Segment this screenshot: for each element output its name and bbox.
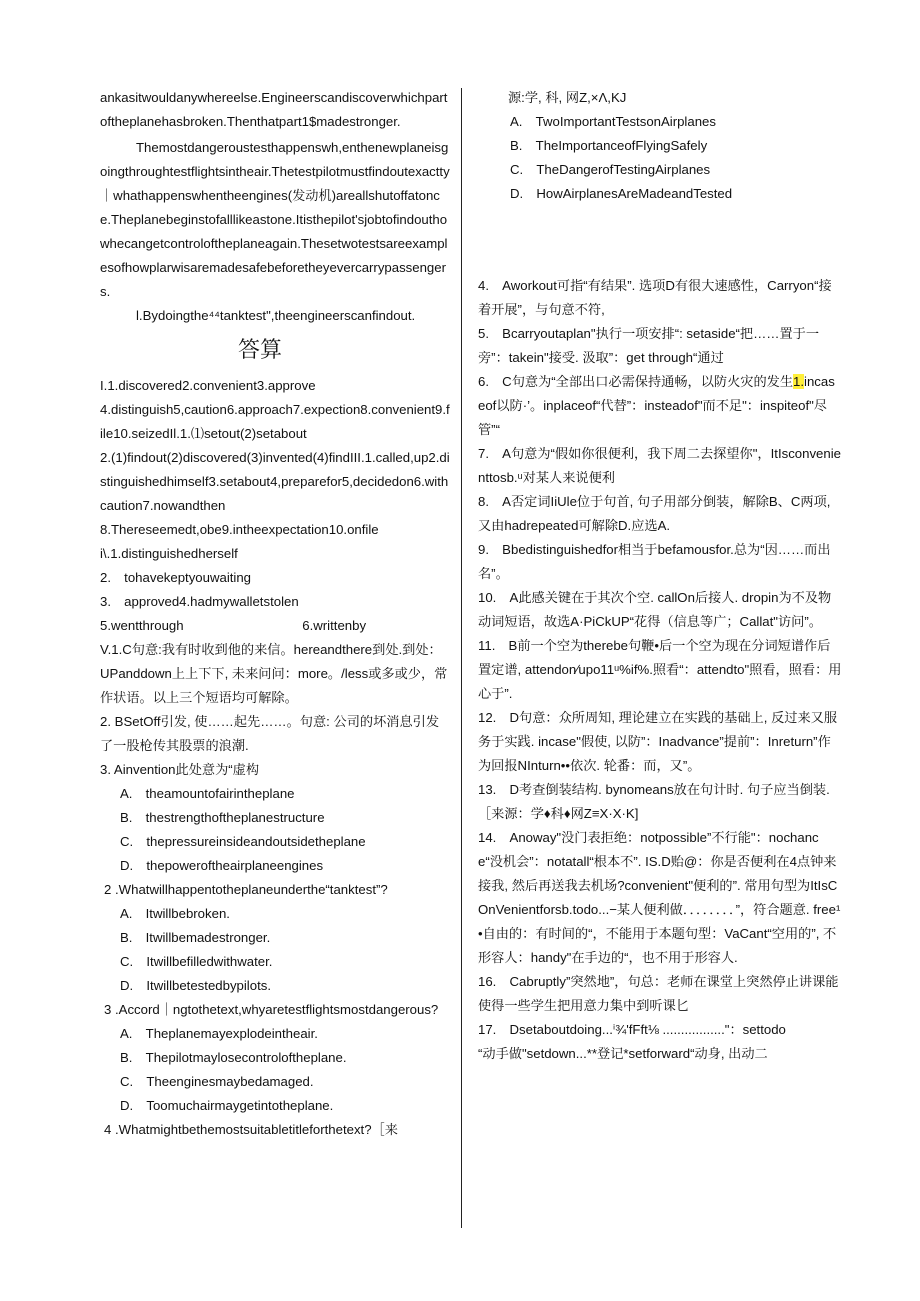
q2-option-c: C. Itwillbefilledwithwater.	[120, 954, 273, 969]
explanation-6-part-2: incaseof以防·’。inplaceof“代替”：insteadof"而不足"：inspiteof"尽管”“	[478, 374, 835, 437]
answer-line-4: 8.Thereseemedt,obe9.intheexpectation10.onfile	[100, 522, 379, 537]
answer-line-7: 3. approved4.hadmywalletstolen	[100, 594, 299, 609]
explanation-5: 5. Bcarryoutaplan"执行一项安排“: setaside“把……置于一旁”：takein"接受. 汲取”：get through“通过	[478, 326, 820, 365]
q1-option-c: C. thepressureinsideandoutsidetheplane	[120, 834, 366, 849]
answer-line-9: V.1.C句意:我有时收到他的来信。hereandthere到处.到处：UPanddown上上下下, 未来问问：more。/less或多或少，常作状语。以上三个短语均可解除。	[100, 642, 448, 705]
q3-option-c: C. Theenginesmaybedamaged.	[120, 1074, 314, 1089]
q2-option-d: D. Itwillbetestedbypilots.	[120, 978, 271, 993]
q1-option-b: B. thestrengthoftheplanestructure	[120, 810, 325, 825]
q3-option-b: B. Thepilotmaylosecontroloftheplane.	[120, 1050, 347, 1065]
explanation-7: 7. A句意为“假如你很便利，我下周二去探望你"，ItIsconvenienttosb.ᵘ对某人来说便利	[478, 446, 841, 485]
source-note: 源:学, 科, 网Z,×Λ,KJ	[508, 90, 627, 105]
question-4: 4 .Whatmightbethemostsuitabletitleforthetext?［来	[104, 1122, 398, 1137]
explanation-9: 9. Bbedistinguishedfor相当于befamousfor.总为“因……而出名”。	[478, 542, 831, 581]
explanation-4: 4. Aworkout可指“有结果”. 选项D有很大速感性，Carryon“接着开展”，与句意不符,	[478, 278, 832, 317]
passage-paragraph-2: Themostdangeroustesthappenswh,enthenewplaneisgoingthroughtestflightsintheair.Thetestpilotmustfindoutexactty｜whathappenswhentheengines(发动机)areallshutoffatonce.Theplanebeginstofalllikeastone.Itisthepilot'sjobtofindouthowhecangetcontroloftheplaneagain.Thesetwotestsareexamplesofhowplarwisaremadesafebeforetheyevercarrypassengers.	[100, 140, 450, 299]
explanation-17-continued: “动手做"setdown...**登记*setforward“动身, 出动二	[478, 1046, 768, 1061]
answer-line-8: 5.wentthrough 6.writtenby	[100, 618, 367, 633]
question-2: 2 .Whatwillhappentotheplaneunderthe“tanktest”?	[104, 882, 388, 897]
highlighted-mark: 1.	[793, 374, 805, 389]
q4-option-b: B. TheImportanceofFlyingSafely	[510, 138, 708, 153]
question-1: l.Bydoingthe⁴⁴tanktest",theengineerscanfindout.	[136, 308, 416, 323]
answer-line-10: 2. BSetOff引发, 使……起先……。句意: 公司的坏消息引发了一股枪传其股票的浪潮.	[100, 714, 440, 753]
q1-option-a: A. theamountofairintheplane	[120, 786, 295, 801]
explanation-16: 16. Cabruptly”突然地”，句总：老师在课堂上突然停止讲课能使得一些学生把用意力集中到听课匕	[478, 974, 839, 1013]
column-divider	[461, 88, 462, 1228]
answer-heading: 答算	[237, 338, 282, 363]
explanation-8: 8. A否定词IiUle位于句首, 句子用部分倒装，解除B、C两项, 又由hadrepeated可解除D.应选A.	[478, 494, 831, 533]
q2-option-a: A. Itwillbebroken.	[120, 906, 230, 921]
explanation-6	[478, 370, 842, 442]
explanation-10: 10. A此感关键在于其次个空. callOn后接人. dropin为不及物动词短语，故选A·PiCkUP“花得（信息等广；Callat"访问”。	[478, 590, 832, 629]
answer-line-2: 4.distinguish5,caution6.approach7.expection8.convenient9.file10.seizedIl.1.⑴setout(2)setabout	[100, 402, 450, 441]
answer-line-1: I.1.discovered2.convenient3.approve	[100, 378, 316, 393]
question-3: 3 .Accord｜ngtothetext,whyaretestflightsmostdangerous?	[104, 1002, 439, 1017]
explanation-17: 17. Dsetaboutdoing...ⁱ¾'fFft⅛ ................."：settodo	[478, 1022, 786, 1037]
q3-option-a: A. Theplanemayexplodeintheair.	[120, 1026, 318, 1041]
q4-option-a: A. TwoImportantTestsonAirplanes	[510, 114, 716, 129]
q4-option-c: C. TheDangerofTestingAirplanes	[510, 162, 711, 177]
explanation-14-15: 14. Anoway"没门表拒绝：notpossible”不行能"：nochance“没机会”：notatall“根本不”. IS.D贻@：你是否便利在4点钟来接我, 然后再送我去机场?convenient"便利的”. 常用句型为ItIsCOnVenientforsb.todo...−某人便利做．．．．．．．．”，符合题意. free¹•自由的：有时间的“，不能用于本题句型：VaCant“空用的”, 不形容人：handy"在手边的“，也不用于形容人.	[478, 830, 841, 965]
q2-option-b: B. Itwillbemadestronger.	[120, 930, 271, 945]
right-column	[478, 86, 842, 1066]
explanation-6-part-1: 6. C句意为“全部出口必需保持通畅，以防火灾的发生	[478, 374, 794, 389]
q4-option-d: D. HowAirplanesAreMadeandTested	[510, 186, 733, 201]
answer-line-6: 2. tohavekeptyouwaiting	[100, 570, 252, 585]
explanation-12: 12. D句意：众所周知, 理论建立在实践的基础上, 反过来又服务于实践. incase"假使, 以防”：Inadvance”提前”：Inreturn”作为回报NInturn••依次. 轮番：而，又”。	[478, 710, 838, 773]
passage-paragraph-1: ankasitwouldanywhereelse.Engineerscandiscoverwhichpartoftheplanehasbroken.Thenthatpart1$madestronger.	[100, 90, 448, 129]
answer-line-5: i\.1.distinguishedherself	[100, 546, 238, 561]
q3-option-d: D. Toomuchairmaygetintotheplane.	[120, 1098, 334, 1113]
explanation-13: 13. D考查倒装结构. bynomeans放在句计时. 句子应当倒装.［来源：学♦科♦网Z≡X·X·K]	[478, 782, 830, 821]
answer-line-3: 2.(1)findout(2)discovered(3)invented(4)findIII.1.called,up2.distinguishedhimself3.setabout4,preparefor5,decidedon6.withcaution7.nowandthen	[100, 450, 450, 513]
left-column	[100, 86, 450, 1142]
explanation-11: 11. B前一个空为therebe句鞭•后一个空为现在分词短谱作后置定谱, attendon∕upo11ᵘ%if%.照看“：attendto"照看，照看：用心于”.	[478, 638, 842, 701]
q1-option-d: D. thepoweroftheairplaneengines	[120, 858, 324, 873]
answer-line-11: 3. Ainvention此处意为“虚构	[100, 762, 260, 777]
